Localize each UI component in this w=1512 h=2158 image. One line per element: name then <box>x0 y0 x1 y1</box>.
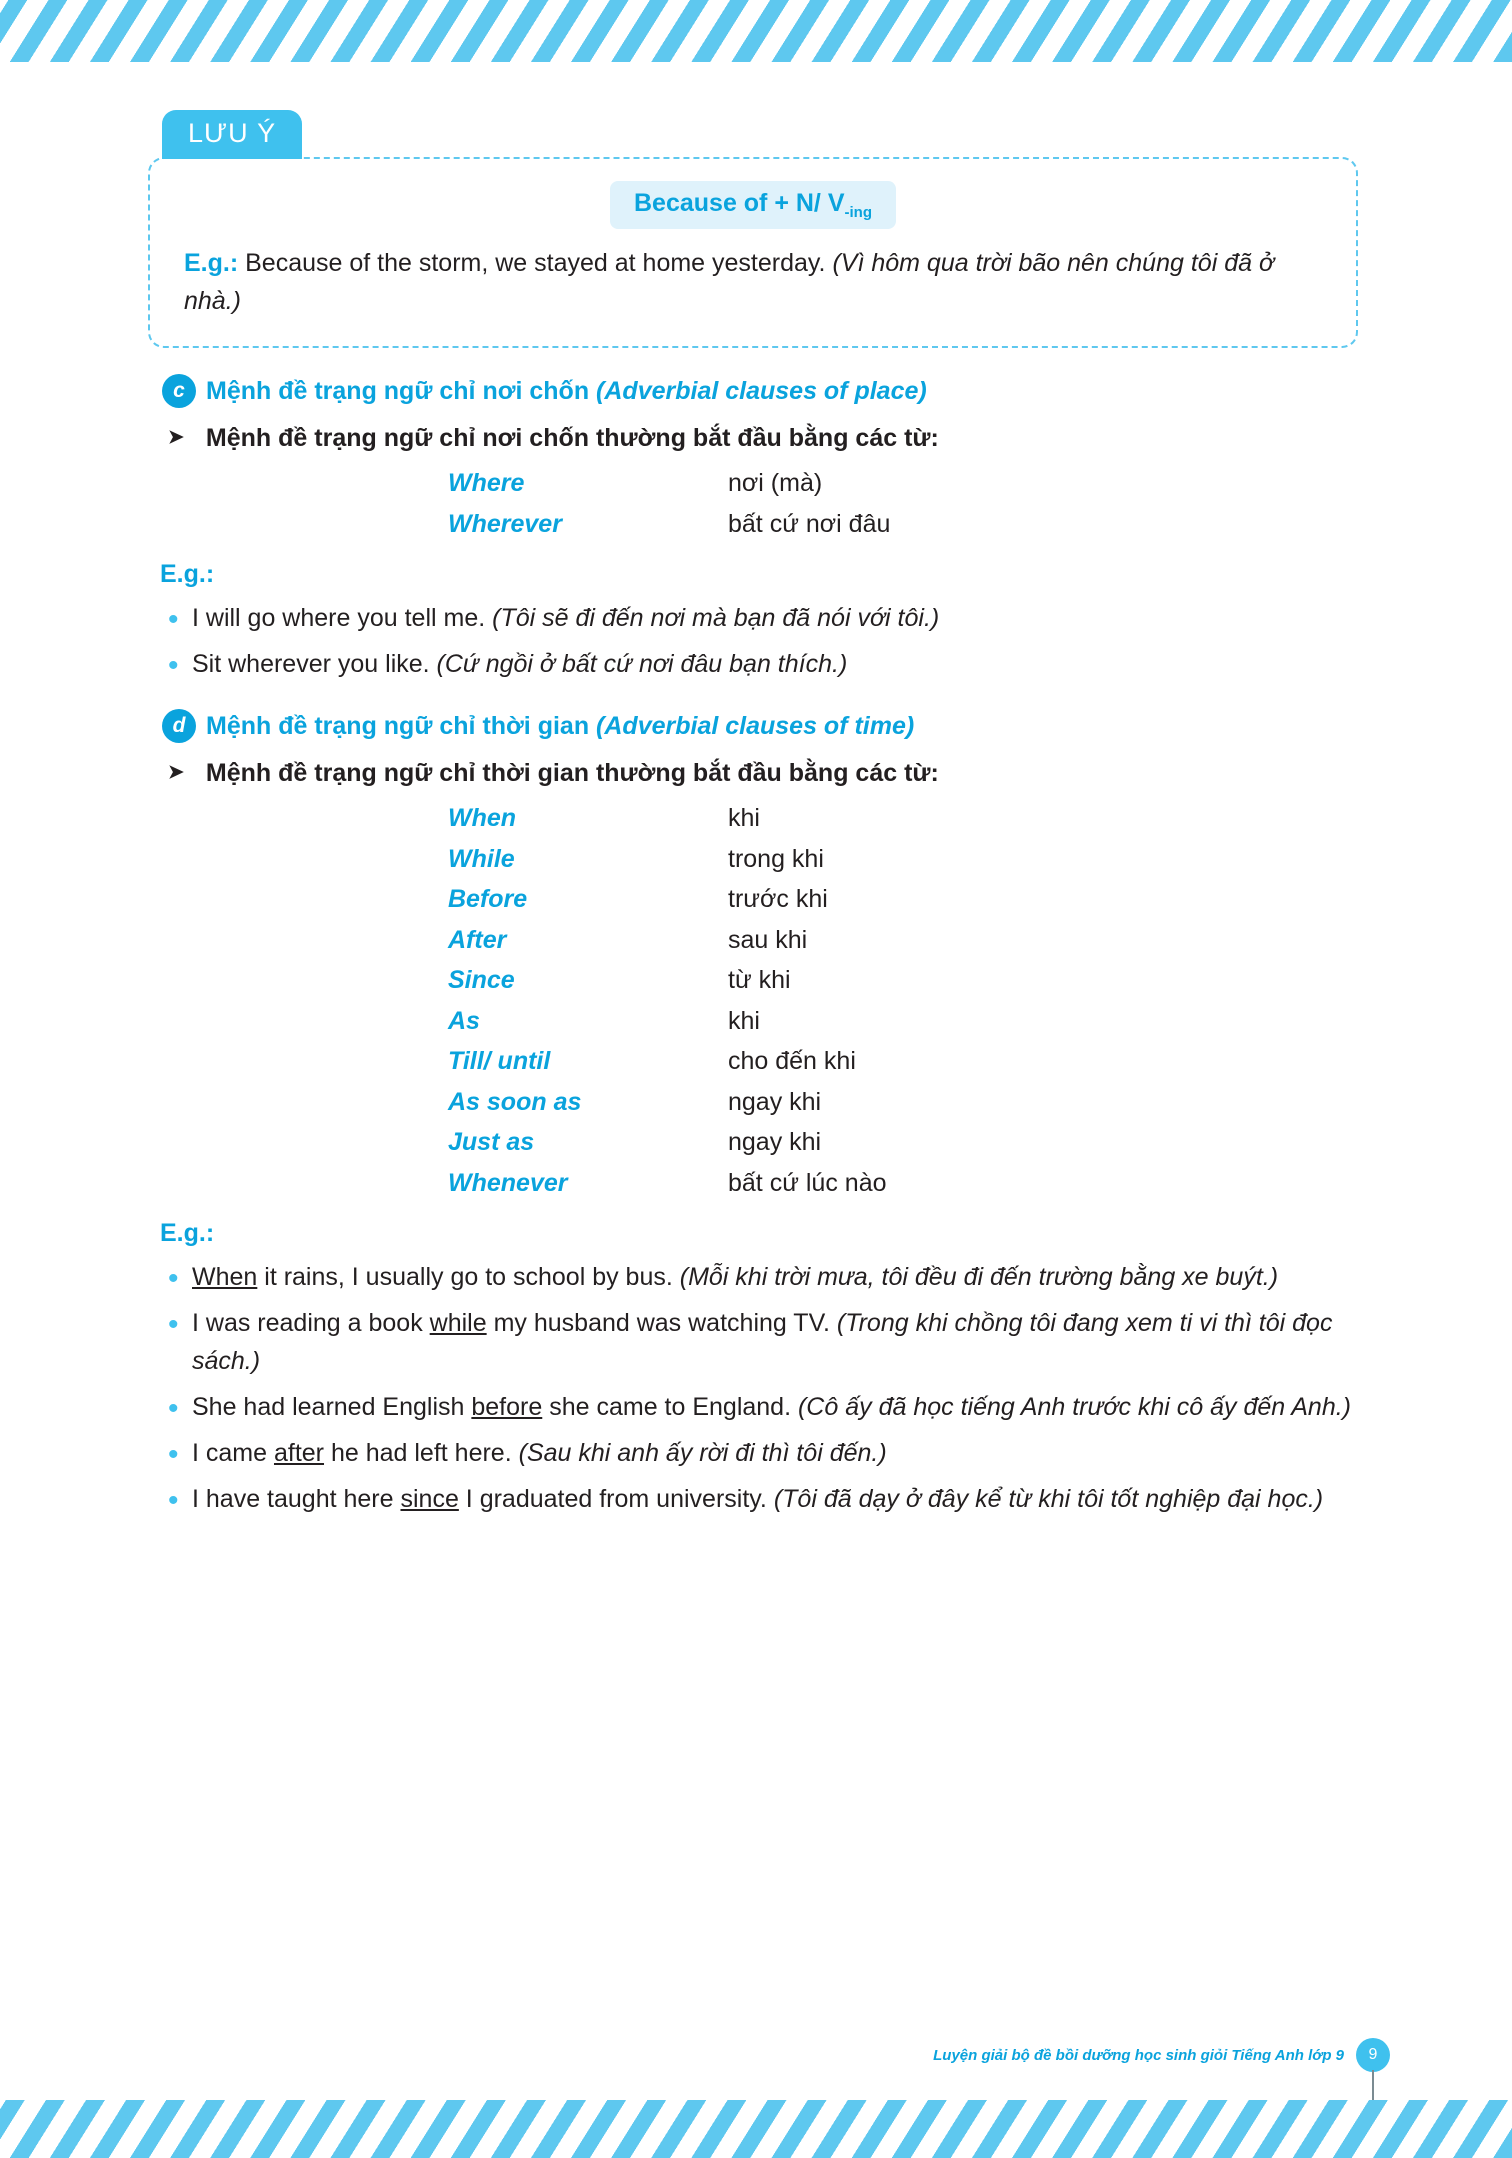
list-item <box>148 1434 1358 1472</box>
wordlist-meaning: bất cứ nơi đâu <box>728 509 891 538</box>
wordlist-meaning: nơi (mà) <box>728 469 823 497</box>
example-vi: (Mỗi khi trời mưa, tôi đều đi đến trường bằng xe buýt.) <box>679 1263 1279 1291</box>
wordlist-term: Whenever <box>448 1168 568 1197</box>
section-title-d-vi: Mệnh đề trạng ngữ chỉ thời gian <box>206 711 597 740</box>
note-tab-label: LƯU Ý <box>162 110 302 159</box>
note-formula-sub: -ing <box>844 204 872 221</box>
wordlist-row <box>448 504 1358 545</box>
note-block <box>148 110 1358 348</box>
section-title-c <box>206 377 927 406</box>
wordlist-row <box>448 798 1358 839</box>
example-vi: (Cô ấy đã học tiếng Anh trước khi cô ấy đến Anh.) <box>797 1393 1351 1421</box>
wordlist-row <box>448 960 1358 1001</box>
wordlist-meaning: từ khi <box>728 966 791 994</box>
wordlist-term: Just as <box>448 1128 535 1156</box>
wordlist-meaning: cho đến khi <box>728 1047 856 1075</box>
wordlist-meaning: ngay khi <box>728 1087 822 1116</box>
section-c-eg-label: E.g.: <box>160 560 215 588</box>
example-vi: (Trong khi chồng tôi đang xem ti vi thì tôi đọc sách.) <box>192 1309 1333 1375</box>
wordlist-meaning: ngay khi <box>728 1128 822 1156</box>
footer-book-title: Luyện giải bộ đề bồi dưỡng học sinh giỏi Tiếng Anh lớp 9 <box>933 2046 1344 2064</box>
example-pre: She had learned English <box>192 1393 472 1421</box>
section-c-examples <box>148 599 1358 683</box>
section-title-c-en: (Adverbial clauses of place) <box>596 376 927 405</box>
wordlist-row <box>448 1001 1358 1042</box>
section-d-wordlist <box>448 798 1358 1203</box>
footer-tick-mark <box>1372 2070 1374 2100</box>
example-vi: (Tôi đã dạy ở đây kể từ khi tôi tốt nghiệp đại học.) <box>773 1485 1324 1513</box>
wordlist-row <box>448 839 1358 880</box>
section-title-d <box>206 712 914 741</box>
note-box <box>148 157 1358 348</box>
list-item <box>148 645 1358 683</box>
example-en: Sit wherever you like. <box>192 650 437 678</box>
section-d-intro-text: Mệnh đề trạng ngữ chỉ thời gian thường bắt đầu bằng các từ: <box>205 759 939 787</box>
section-heading-d <box>162 709 1358 743</box>
section-c-intro <box>168 424 1358 453</box>
wordlist-meaning: trước khi <box>728 885 828 913</box>
example-keyword: When <box>192 1263 258 1291</box>
wordlist-term: While <box>448 844 515 873</box>
section-d-examples <box>148 1258 1358 1518</box>
section-d-eg-label: E.g.: <box>160 1219 215 1247</box>
example-keyword: before <box>471 1393 543 1421</box>
section-c-wordlist <box>448 463 1358 544</box>
note-formula-pill <box>610 181 896 229</box>
example-post: I graduated from university. <box>458 1485 774 1513</box>
wordlist-term: Wherever <box>448 509 562 538</box>
list-item <box>148 1388 1358 1426</box>
wordlist-term: Since <box>448 966 515 994</box>
wordlist-row <box>448 1163 1358 1204</box>
section-title-c-vi: Mệnh đề trạng ngữ chỉ nơi chốn <box>206 376 597 405</box>
example-post: it rains, I usually go to school by bus. <box>257 1263 680 1291</box>
note-example-translation: (Vì hôm qua trời bão nên chúng tôi đã ở nhà.) <box>184 249 1275 315</box>
list-item <box>148 1258 1358 1296</box>
section-heading-c <box>162 374 1358 408</box>
section-title-d-en: (Adverbial clauses of time) <box>596 711 915 740</box>
note-formula-main: Because of + N/ V <box>634 189 845 217</box>
wordlist-term: After <box>448 925 507 954</box>
example-pre: I was reading a book <box>192 1309 430 1337</box>
example-post: he had left here. <box>324 1439 519 1467</box>
page-footer <box>933 2038 1390 2072</box>
wordlist-row <box>448 920 1358 961</box>
wordlist-row <box>448 1122 1358 1163</box>
wordlist-term: Where <box>448 469 525 497</box>
page-number: 9 <box>1356 2038 1390 2072</box>
section-letter-c: c <box>162 374 196 408</box>
example-vi: (Tôi sẽ đi đến nơi mà bạn đã nói với tôi.) <box>492 604 940 632</box>
example-pre: I came <box>192 1439 274 1467</box>
example-pre: I have taught here <box>192 1485 401 1513</box>
section-d-intro <box>168 759 1358 788</box>
wordlist-term: As <box>448 1006 480 1035</box>
wordlist-meaning: sau khi <box>728 925 808 954</box>
wordlist-term: When <box>448 804 517 832</box>
arrow-bullet-icon: ➤ <box>168 762 184 783</box>
wordlist-term: Till/ until <box>448 1047 551 1075</box>
wordlist-row <box>448 463 1358 504</box>
wordlist-row <box>448 1082 1358 1123</box>
section-c-intro-text: Mệnh đề trạng ngữ chỉ nơi chốn thường bắt đầu bằng các từ: <box>205 424 939 452</box>
list-item <box>148 599 1358 637</box>
wordlist-term: As soon as <box>448 1087 582 1116</box>
wordlist-row <box>448 1041 1358 1082</box>
list-item <box>148 1480 1358 1518</box>
wordlist-term: Before <box>448 885 528 913</box>
page-content <box>148 110 1358 1526</box>
example-keyword: while <box>429 1309 487 1337</box>
wordlist-meaning: trong khi <box>728 844 824 873</box>
example-keyword: since <box>400 1485 459 1513</box>
wordlist-meaning: khi <box>728 804 760 832</box>
decorative-stripe-top <box>0 0 1512 62</box>
example-post: she came to England. <box>542 1393 798 1421</box>
list-item <box>148 1304 1358 1380</box>
arrow-bullet-icon: ➤ <box>168 427 184 448</box>
decorative-stripe-bottom <box>0 2100 1512 2158</box>
example-en: I will go where you tell me. <box>192 604 493 632</box>
section-letter-d: d <box>162 709 196 743</box>
wordlist-meaning: bất cứ lúc nào <box>728 1168 887 1197</box>
example-vi: (Sau khi anh ấy rời đi thì tôi đến.) <box>518 1439 887 1467</box>
note-example-label: E.g.: <box>184 249 239 277</box>
wordlist-row <box>448 879 1358 920</box>
note-formula <box>184 181 1322 229</box>
example-vi: (Cứ ngồi ở bất cứ nơi đâu bạn thích.) <box>436 650 848 678</box>
note-example-text: Because of the storm, we stayed at home yesterday. <box>238 249 833 277</box>
wordlist-meaning: khi <box>728 1006 760 1035</box>
example-post: my husband was watching TV. <box>486 1309 837 1337</box>
note-example <box>184 245 1322 320</box>
example-keyword: after <box>273 1439 325 1467</box>
